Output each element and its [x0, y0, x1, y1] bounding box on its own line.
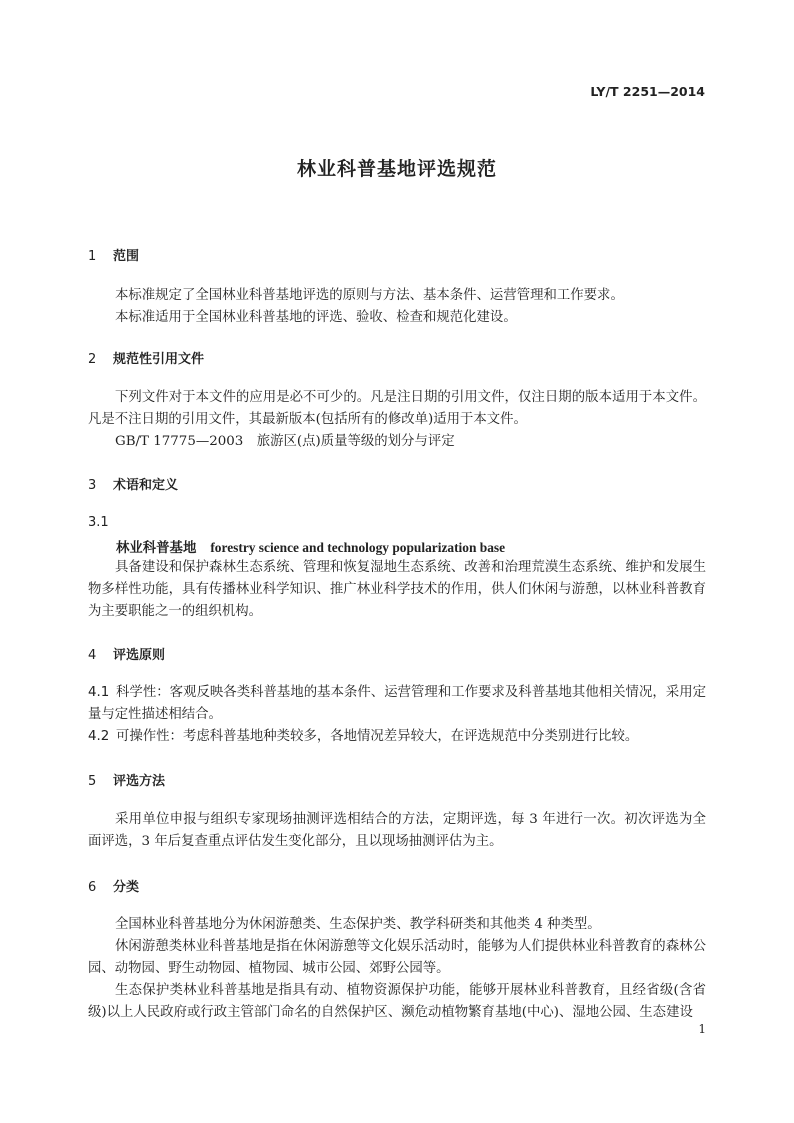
- term: [116, 537, 505, 556]
- section-title: 术语和定义: [113, 478, 179, 493]
- section-title: 规范性引用文件: [113, 352, 205, 367]
- section-title: 分类: [113, 880, 140, 895]
- term-en: forestry science and technology popularization base: [210, 540, 506, 555]
- clause-number: 4.2: [88, 729, 110, 744]
- section-number: 3: [88, 478, 97, 493]
- clause-text: 科学性：客观反映各类科普基地的基本条件、运营管理和工作要求及科普基地其他相关情况，采用定量与定性描述相结合。: [88, 685, 706, 722]
- paragraph: 生态保护类林业科普基地是指具有动、植物资源保护功能，能够开展林业科普教育，且经省级(含省级)以上人民政府或行政主管部门命名的自然保护区、濒危动植物繁育基地(中心)、湿地公园、生态建设: [88, 983, 706, 1020]
- normative-reference: GB/T 17775—2003 旅游区(点)质量等级的划分与评定: [115, 434, 455, 449]
- section-number: 1: [88, 249, 97, 264]
- section-3-heading: [88, 474, 178, 493]
- clause-number: 3.1: [88, 515, 109, 530]
- section-4-heading: [88, 644, 165, 663]
- section-number: 6: [88, 880, 97, 895]
- document-title: 林业科普基地评选规范: [296, 158, 497, 180]
- clause-4-1: [88, 682, 706, 726]
- clause-4-2: [88, 726, 706, 748]
- page-number: 1: [698, 1022, 706, 1036]
- section-title: 评选原则: [113, 648, 166, 663]
- section-6-heading: [88, 876, 139, 895]
- clause-text: 可操作性：考虑科普基地种类较多，各地情况差异较大，在评选规范中分类别进行比较。: [116, 729, 639, 744]
- section-5-heading: [88, 770, 165, 789]
- definition: 具备建设和保护森林生态系统、管理和恢复湿地生态系统、改善和治理荒漠生态系统、维护和发展生物多样性功能，具有传播林业科学知识、推广林业科学技术的作用，供人们休闲与游憩，以林业科普教育为主要职能之一的组织机构。: [88, 560, 706, 619]
- section-number: 4: [88, 648, 97, 663]
- paragraph: 下列文件对于本文件的应用是必不可少的。凡是注日期的引用文件，仅注日期的版本适用于本文件。凡是不注日期的引用文件，其最新版本(包括所有的修改单)适用于本文件。: [88, 390, 706, 427]
- paragraph: 本标准规定了全国林业科普基地评选的原则与方法、基本条件、运营管理和工作要求。: [115, 288, 624, 303]
- paragraph: 本标准适用于全国林业科普基地的评选、验收、检查和规范化建设。: [115, 310, 517, 325]
- section-number: 5: [88, 774, 97, 789]
- paragraph: 采用单位申报与组织专家现场抽测评选相结合的方法，定期评选，每 3 年进行一次。初次评选为全面评选，3 年后复查重点评估发生变化部分，且以现场抽测评估为主。: [88, 812, 706, 849]
- paragraph: 全国林业科普基地分为休闲游憩类、生态保护类、教学科研类和其他类 4 种类型。: [115, 917, 601, 932]
- section-title: 范围: [113, 249, 140, 264]
- section-1-heading: [88, 245, 139, 264]
- paragraph: 休闲游憩类林业科普基地是指在休闲游憩等文化娱乐活动时，能够为人们提供林业科普教育的森林公园、动物园、野生动物园、植物园、城市公园、郊野公园等。: [88, 939, 706, 976]
- section-number: 2: [88, 352, 97, 367]
- standard-number: LY/T 2251—2014: [590, 84, 705, 99]
- section-title: 评选方法: [113, 774, 166, 789]
- term-zh: 林业科普基地: [116, 540, 197, 556]
- section-2-heading: [88, 348, 204, 367]
- clause-number: 4.1: [88, 685, 110, 700]
